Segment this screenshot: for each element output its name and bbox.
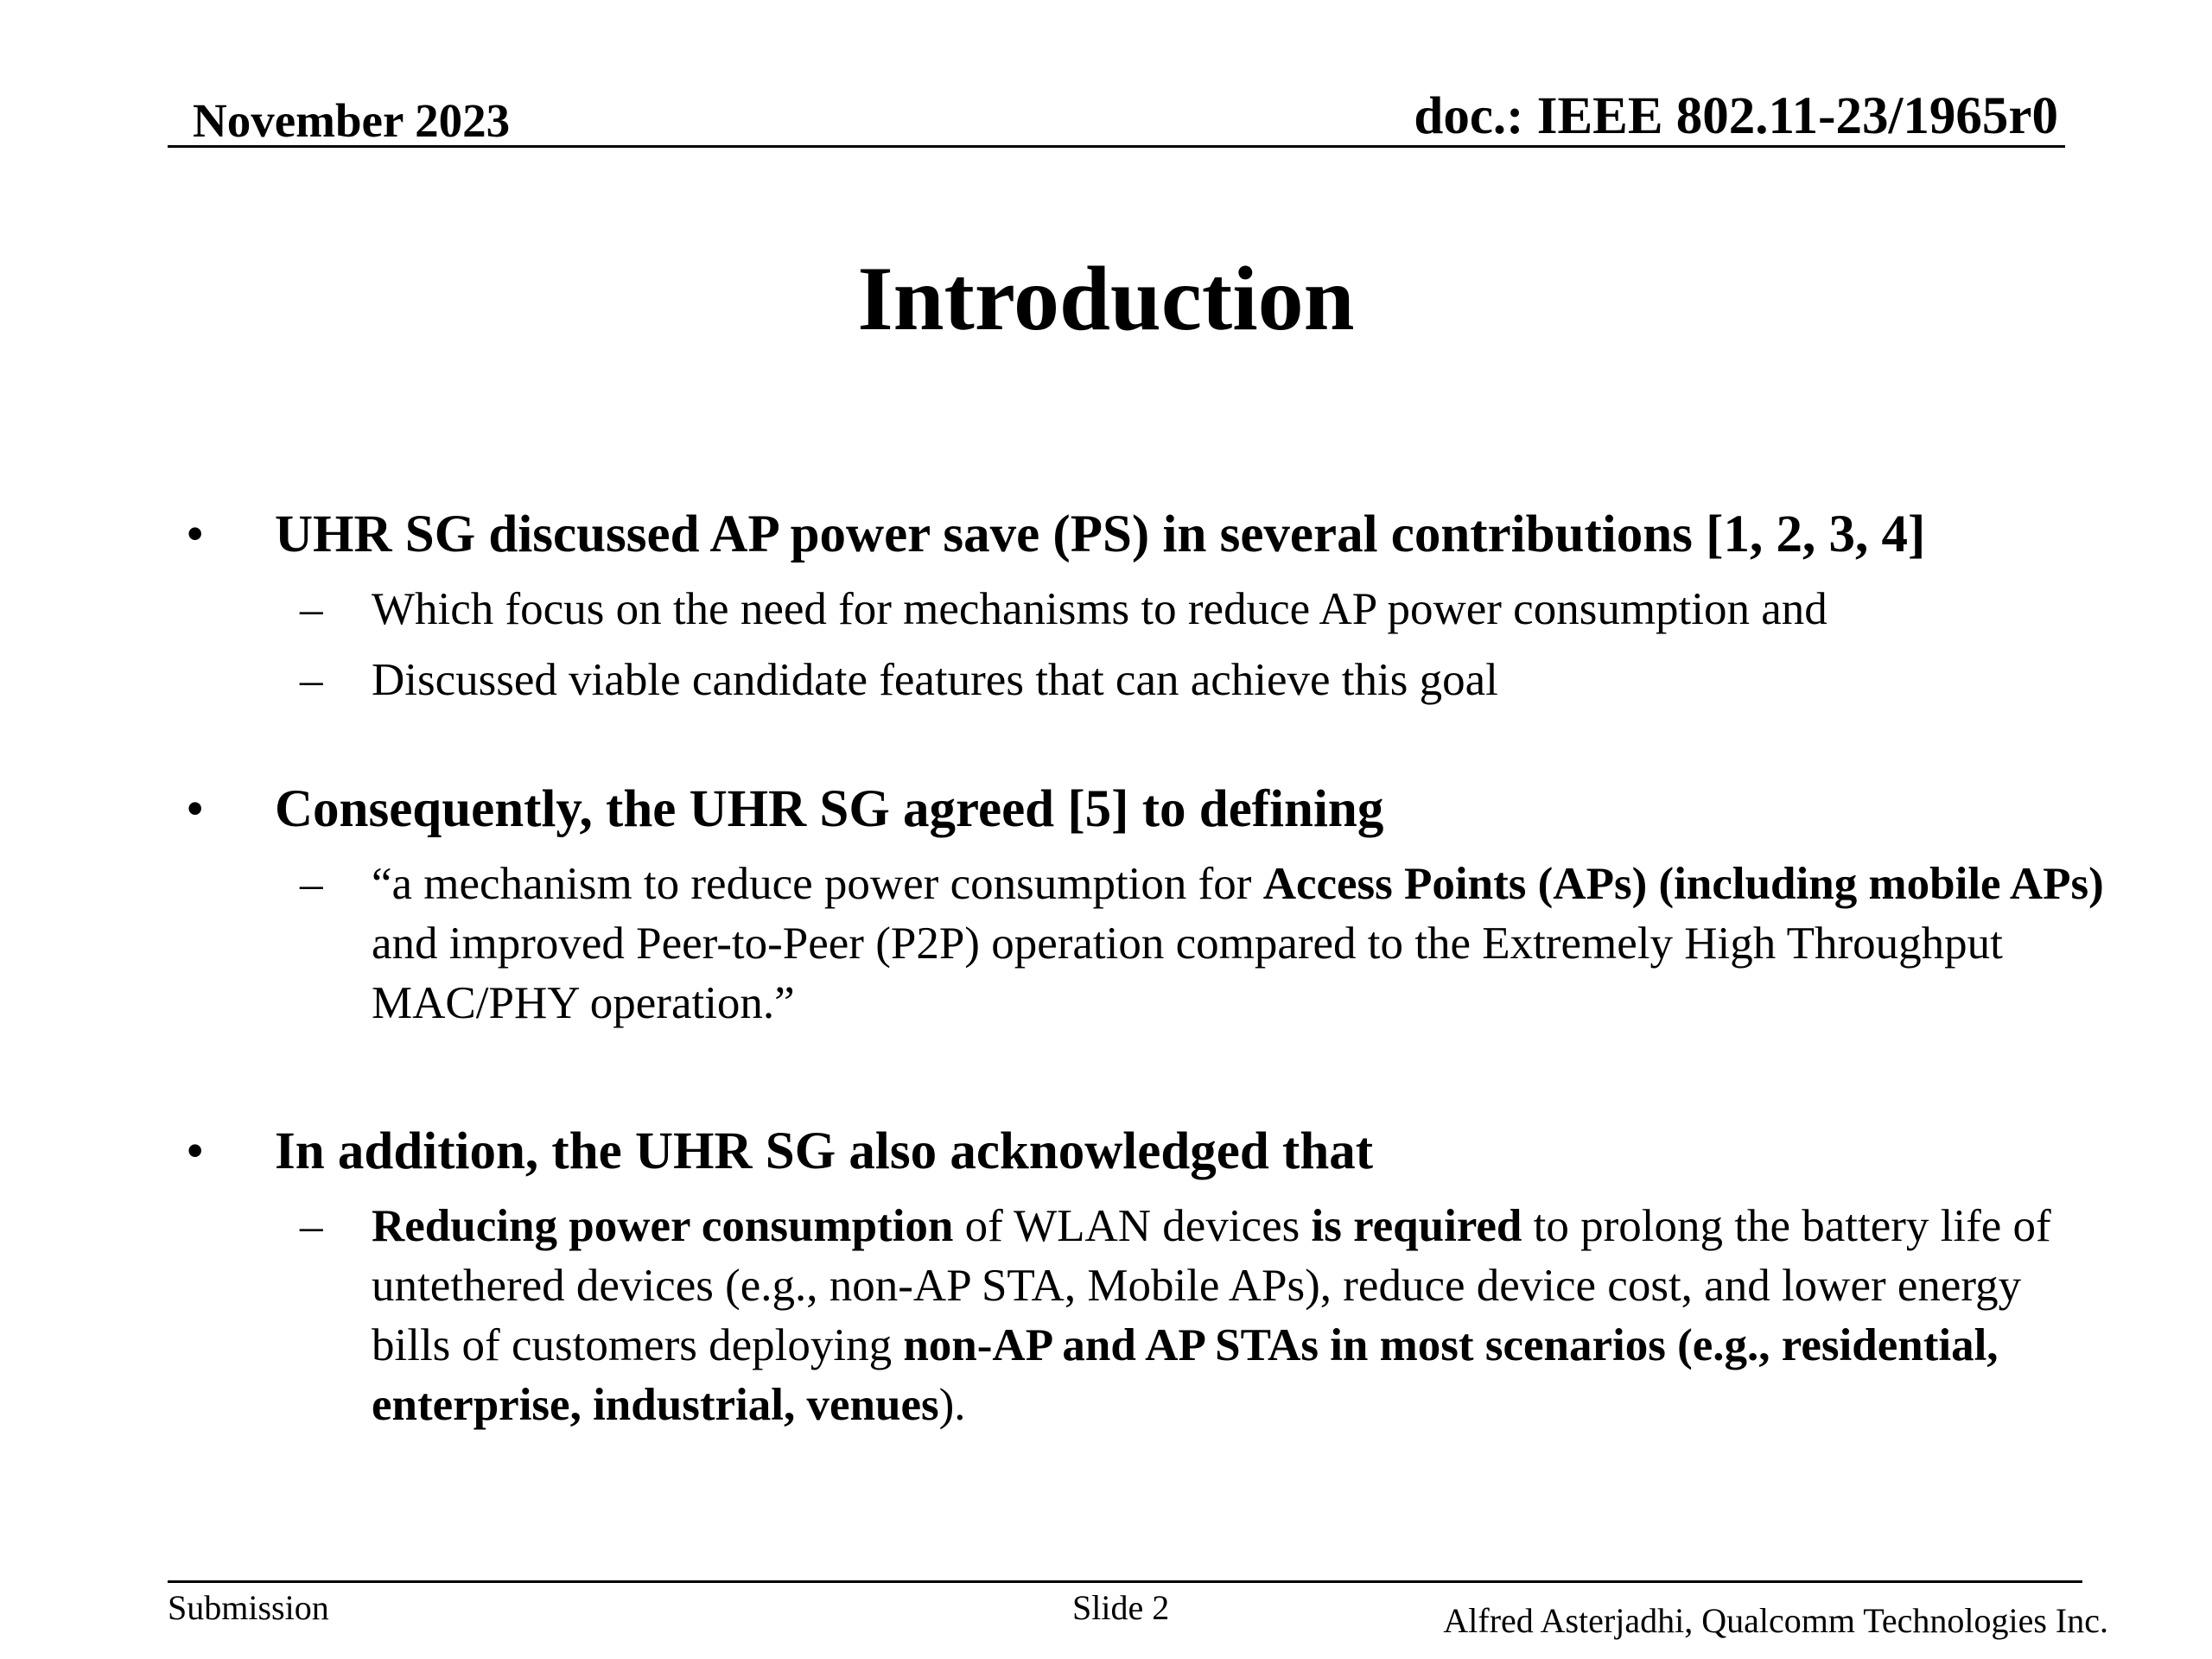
bold-text-segment: Reducing power consumption bbox=[372, 1201, 954, 1251]
bullet-text: In addition, the UHR SG also acknowledged that bbox=[275, 1122, 1374, 1180]
text-segment: to prolong the battery life of untethered devices (e.g., non-AP STA, Mobile APs), reduce device cost, and lower energy bills of customers deploying bbox=[372, 1201, 2051, 1370]
text-segment: Discussed viable candidate features that can achieve this goal bbox=[372, 655, 1498, 705]
sub-bullet bbox=[186, 651, 2108, 710]
header-divider bbox=[168, 145, 2065, 148]
bold-text-segment: is required bbox=[1311, 1201, 1522, 1251]
footer-submission: Submission bbox=[168, 1588, 329, 1627]
text-segment: and improved Peer-to-Peer (P2P) operation compared to the Extremely High Throughput MAC/PHY operation.” bbox=[372, 918, 2003, 1028]
bullet-1 bbox=[186, 501, 2108, 710]
text-segment: of WLAN devices bbox=[953, 1201, 1312, 1251]
header-date: November 2023 bbox=[193, 94, 511, 147]
sub-bullet-text bbox=[372, 859, 2104, 1028]
header-doc-id: doc.: IEEE 802.11-23/1965r0 bbox=[1414, 87, 2058, 145]
sub-bullet-text bbox=[372, 584, 1827, 634]
footer-divider bbox=[168, 1580, 2082, 1583]
bullet-text: UHR SG discussed AP power save (PS) in several contributions [1, 2, 3, 4] bbox=[275, 505, 1926, 563]
sub-bullet bbox=[186, 855, 2108, 1033]
text-segment: “a mechanism to reduce power consumption for bbox=[372, 859, 1263, 909]
sub-bullet bbox=[186, 1197, 2108, 1435]
bold-text-segment: non-AP and AP STAs in most scenarios (e.g., residential, enterprise, industrial, venues bbox=[372, 1320, 1999, 1430]
sub-bullet-list bbox=[186, 580, 2108, 710]
text-segment: ). bbox=[938, 1380, 966, 1430]
bullet-symbol: • bbox=[186, 505, 205, 563]
bold-text-segment: Access Points (APs) (including mobile APs) bbox=[1262, 859, 2104, 909]
bullet-symbol: • bbox=[186, 1122, 205, 1180]
text-segment: Which focus on the need for mechanisms to reduce AP power consumption and bbox=[372, 584, 1827, 634]
bullet-3 bbox=[186, 1118, 2108, 1435]
bullet-symbol: • bbox=[186, 780, 205, 838]
footer-slide-number: Slide 2 bbox=[1072, 1588, 1170, 1627]
sub-bullet-dash: – bbox=[300, 1201, 323, 1251]
slide-title: Introduction bbox=[857, 248, 1355, 349]
sub-bullet bbox=[186, 580, 2108, 639]
sub-bullet-dash: – bbox=[300, 859, 323, 909]
sub-bullet-list bbox=[186, 855, 2108, 1033]
bullet-text: Consequently, the UHR SG agreed [5] to defining bbox=[275, 780, 1384, 838]
bullet-2 bbox=[186, 776, 2108, 1033]
sub-bullet-dash: – bbox=[300, 655, 323, 705]
sub-bullet-text bbox=[372, 1201, 2051, 1430]
sub-bullet-text bbox=[372, 655, 1498, 705]
sub-bullet-list bbox=[186, 1197, 2108, 1435]
sub-bullet-dash: – bbox=[300, 584, 323, 634]
footer-author: Alfred Asterjadhi, Qualcomm Technologies Inc. bbox=[1443, 1601, 2108, 1640]
